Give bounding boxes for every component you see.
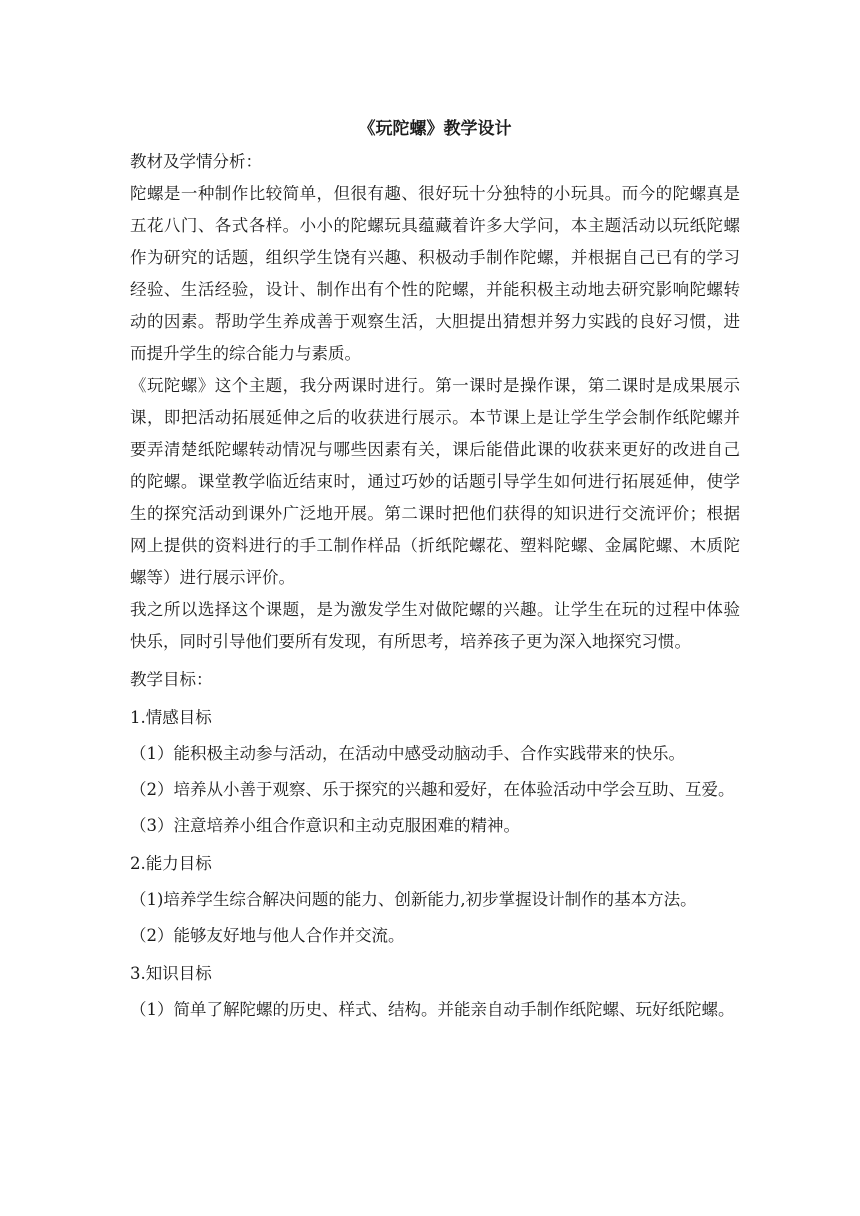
goal-2-item: （2）能够友好地与他人合作并交流。 — [130, 926, 405, 945]
goal-2-item: （1)培养学生综合解决问题的能力、创新能力,初步掌握设计制作的基本方法。 — [130, 890, 697, 909]
analysis-paragraph-1: 陀螺是一种制作比较简单，但很有趣、很好玩十分独特的小玩具。而今的陀螺真是五花八门、各式各样。小小的陀螺玩具蕴藏着许多大学问，本主题活动以玩纸陀螺作为研究的话题，组织学生饶有兴趣、积极动手制作陀螺，并根据自己已有的学习经验、生活经验，设计、制作出有个性的陀螺，并能积极主动地去研究影响陀螺转动的因素。帮助学生养成善于观察生活，大胆提出猜想并努力实践的良好习惯，进而提升学生的综合能力与素质。 — [130, 184, 740, 363]
document-title: 《玩陀螺》教学设计 — [358, 119, 512, 139]
analysis-paragraph-3: 我之所以选择这个课题，是为激发学生对做陀螺的兴趣。让学生在玩的过程中体验快乐，同时引导他们要所有发现，有所思考，培养孩子更为深入地探究习惯。 — [130, 600, 740, 651]
goal-1-item: （1）能积极主动参与活动，在活动中感受动脑动手、合作实践带来的快乐。 — [130, 744, 685, 763]
analysis-heading: 教材及学情分析： — [130, 152, 262, 171]
document-page — [130, 112, 740, 1026]
goal-3-item: （1）简单了解陀螺的历史、样式、结构。并能亲自动手制作纸陀螺、玩好纸陀螺。 — [130, 1000, 735, 1019]
goal-1-heading: 1.情感目标 — [130, 708, 212, 727]
goal-3-heading: 3.知识目标 — [130, 964, 212, 983]
goal-1-item: （2）培养从小善于观察、乐于探究的兴趣和爱好，在体验活动中学会互助、互爱。 — [130, 780, 735, 799]
analysis-paragraph-2: 《玩陀螺》这个主题，我分两课时进行。第一课时是操作课，第二课时是成果展示课，即把活动拓展延伸之后的收获进行展示。本节课上是让学生学会制作纸陀螺并要弄清楚纸陀螺转动情况与哪些因素有关，课后能借此课的收获来更好的改进自己的陀螺。课堂教学临近结束时，通过巧妙的话题引导学生如何进行拓展延伸，使学生的探究活动到课外广泛地开展。第二课时把他们获得的知识进行交流评价；根据网上提供的资料进行的手工制作样品（折纸陀螺花、塑料陀螺、金属陀螺、木质陀螺等）进行展示评价。 — [130, 376, 740, 587]
goal-1-item: （3）注意培养小组合作意识和主动克服困难的精神。 — [130, 816, 520, 835]
goals-heading: 教学目标： — [130, 670, 213, 689]
goal-2-heading: 2.能力目标 — [130, 854, 212, 873]
